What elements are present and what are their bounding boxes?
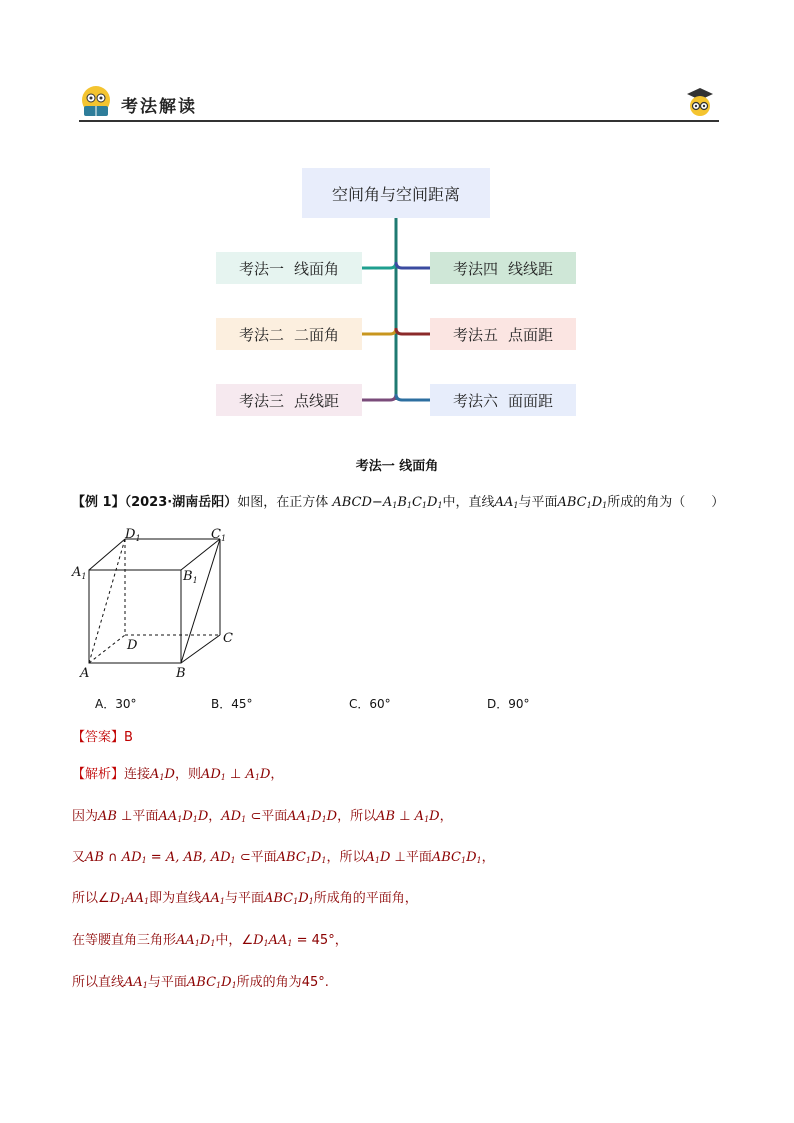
stem-text: 与平面 xyxy=(518,495,558,510)
option-b[interactable] xyxy=(211,695,253,712)
text: 平面 xyxy=(405,850,432,865)
node-topic: 二面角 xyxy=(294,325,340,344)
math: $AA_1D_1$ xyxy=(176,933,216,948)
math: $AA_1$ xyxy=(124,975,148,990)
analysis-line-4 xyxy=(72,887,418,906)
cube-figure xyxy=(70,525,240,685)
math: $AA_1D_1D$ xyxy=(287,809,338,824)
analysis-label: 【解析】 xyxy=(72,767,125,782)
label-d: D xyxy=(127,638,138,653)
example-source: （2023·湖南岳阳） xyxy=(124,495,238,510)
mindmap-root: 空间角与空间距离 xyxy=(302,168,490,218)
answer-line xyxy=(72,726,133,745)
text: ，则 xyxy=(174,767,201,782)
node-topic: 线面角 xyxy=(294,259,340,278)
text: 所以 xyxy=(72,891,99,906)
node-label: 考法五 xyxy=(452,325,498,344)
text: . xyxy=(324,975,329,990)
node-topic: 点面距 xyxy=(508,325,554,344)
math: $AD_1$ ⊂ xyxy=(221,809,262,824)
text: 又 xyxy=(72,850,86,865)
text: 45° xyxy=(301,975,325,990)
math-line: $AA_1$ xyxy=(494,495,519,510)
stem-text: 所成的角为（ ） xyxy=(607,495,725,510)
text: 平面 xyxy=(261,809,288,824)
answer-label: 【答案】 xyxy=(72,730,125,745)
label-a: A xyxy=(80,666,90,681)
text: 即为直线 xyxy=(149,891,202,906)
text: ， xyxy=(270,767,284,782)
option-letter: A． xyxy=(95,697,116,711)
text: 所以直线 xyxy=(72,975,125,990)
text: ，所以 xyxy=(326,850,366,865)
mindmap-node-5 xyxy=(430,318,576,350)
node-label: 考法二 xyxy=(238,325,284,344)
option-letter: B． xyxy=(211,697,232,711)
option-a[interactable] xyxy=(95,695,137,712)
label-b: B xyxy=(176,666,186,681)
option-value: 30° xyxy=(115,697,137,711)
label-d1: $D_1$ xyxy=(125,527,141,543)
math: $A_1D$ xyxy=(150,767,175,782)
example-label: 【例 1】 xyxy=(72,495,125,510)
option-value: 45° xyxy=(231,697,253,711)
text: ，所以 xyxy=(337,809,377,824)
math: $ABC_1D_1$ xyxy=(276,850,327,865)
header-title: 考法解读 xyxy=(121,97,197,117)
math: $\angle D_1AA_1 = 45^\circ$ xyxy=(241,933,335,948)
label-b1: $B_1$ xyxy=(183,569,198,585)
math: $AA_1D_1D$ xyxy=(158,809,209,824)
math: $AA_1$ xyxy=(201,891,225,906)
text: 在等腰直角三角形 xyxy=(72,933,177,948)
math: $AD_1$ ⊥ $A_1D$ xyxy=(200,767,271,782)
mindmap-connectors xyxy=(0,0,794,460)
analysis-line-5 xyxy=(72,929,348,948)
stem-text: 如图，在正方体 xyxy=(237,495,329,510)
stem-text: 中，直线 xyxy=(442,495,495,510)
math: $\angle D_1AA_1$ xyxy=(98,891,150,906)
node-label: 考法三 xyxy=(238,391,284,410)
option-letter: D． xyxy=(487,697,509,711)
math-cube: $ABCD-A_1B_1C_1D_1$ xyxy=(332,495,443,510)
node-label: 考法一 xyxy=(238,259,284,278)
node-label: 考法四 xyxy=(452,259,498,278)
mindmap-node-1 xyxy=(216,252,362,284)
text: 所成的角为 xyxy=(236,975,302,990)
label-c: C xyxy=(223,631,233,646)
node-label: 考法六 xyxy=(452,391,498,410)
mindmap-node-3 xyxy=(216,384,362,416)
node-topic: 点线距 xyxy=(294,391,340,410)
text: ， xyxy=(481,850,495,865)
math: $ABC_1D_1$ xyxy=(431,850,482,865)
text: 平面 xyxy=(250,850,277,865)
label-a1: $A_1$ xyxy=(72,565,87,581)
text: 与平面 xyxy=(224,891,264,906)
node-topic: 线线距 xyxy=(508,259,554,278)
text: 中， xyxy=(215,933,242,948)
math: $ABC_1D_1$ xyxy=(186,975,237,990)
math: $ABC_1D_1$ xyxy=(263,891,314,906)
text: ， xyxy=(334,933,348,948)
mindmap-node-2 xyxy=(216,318,362,350)
option-value: 90° xyxy=(508,697,530,711)
option-letter: C． xyxy=(349,697,370,711)
analysis-line-1 xyxy=(72,763,283,782)
math: $A_1D$ ⊥ xyxy=(365,850,406,865)
analysis-line-6 xyxy=(72,971,329,990)
section-title: 考法一 线面角 xyxy=(355,459,439,474)
mindmap-node-4 xyxy=(430,252,576,284)
text: 因为 xyxy=(72,809,99,824)
node-topic: 面面距 xyxy=(508,391,554,410)
option-c[interactable] xyxy=(349,695,391,712)
math: AB ⊥ $A_1D$ xyxy=(376,809,440,824)
math: AB ⊥ xyxy=(98,809,133,824)
analysis-line-3 xyxy=(72,846,495,865)
math-plane: $ABC_1D_1$ xyxy=(557,495,608,510)
text: ， xyxy=(208,809,222,824)
text: 与平面 xyxy=(147,975,187,990)
text: 平面 xyxy=(132,809,159,824)
question-stem xyxy=(72,491,752,510)
analysis-line-2 xyxy=(72,805,453,824)
math: AB ∩ $AD_1 = A$, AB, $AD_1$ ⊂ xyxy=(85,850,251,865)
mindmap-node-6 xyxy=(430,384,576,416)
text: 连接 xyxy=(124,767,151,782)
option-value: 60° xyxy=(369,697,391,711)
label-c1: $C_1$ xyxy=(211,527,227,543)
text: ， xyxy=(439,809,453,824)
answer-value: B xyxy=(124,730,133,745)
text: 所成角的平面角， xyxy=(313,891,418,906)
option-d[interactable] xyxy=(487,695,530,712)
